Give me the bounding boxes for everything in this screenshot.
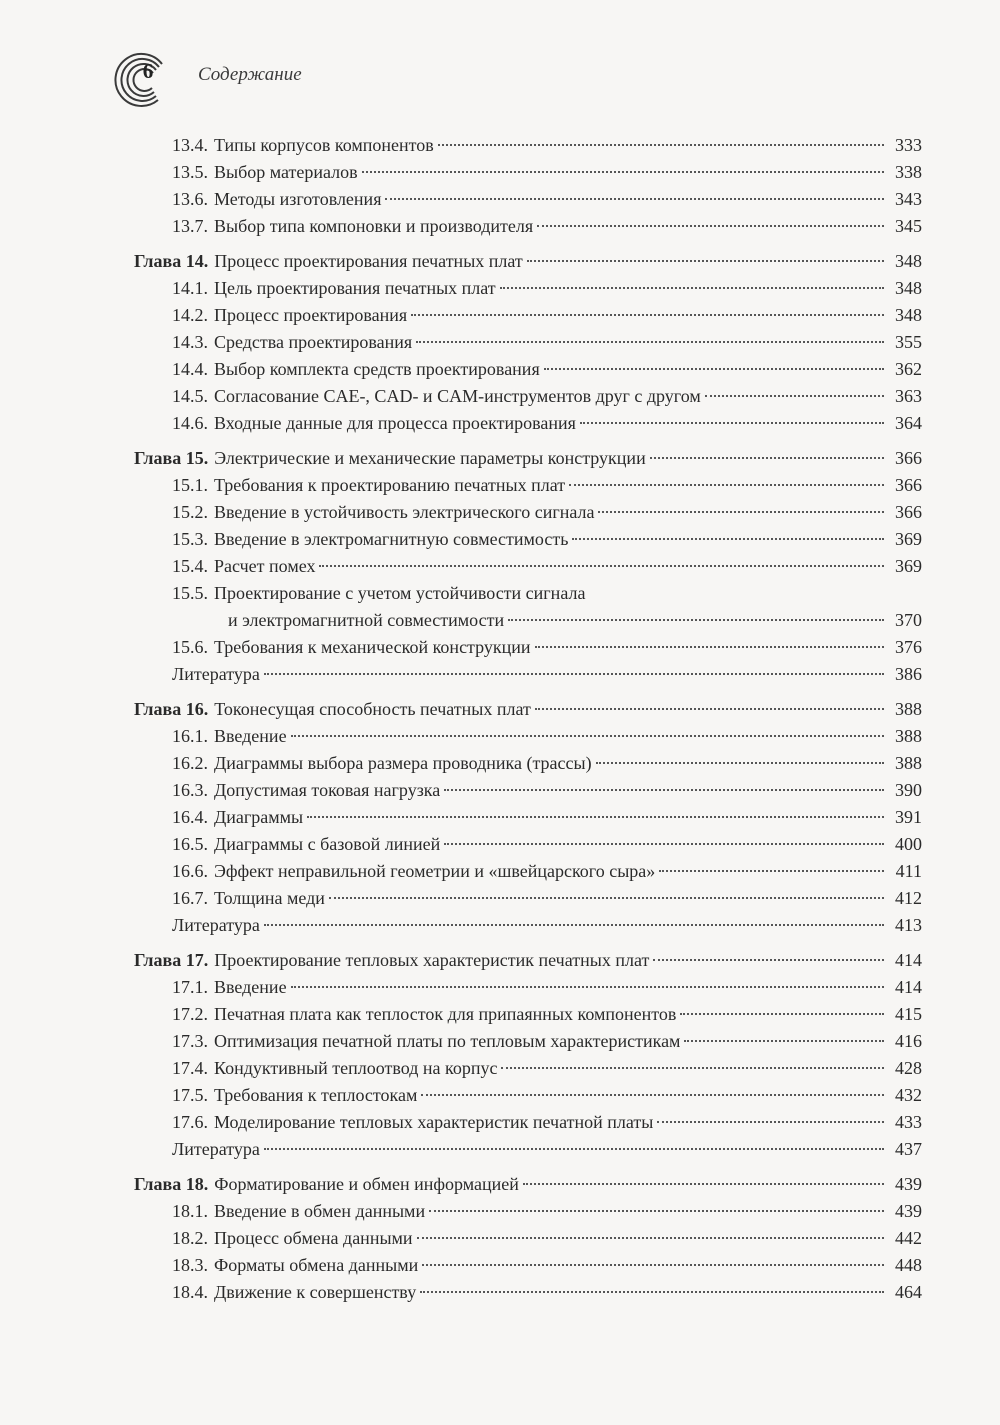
toc-entry [134,634,922,661]
entry-title: Допустимая токовая нагрузка [214,780,441,800]
section-number: 17.4. [172,1058,208,1078]
entry-title: Типы корпусов компонентов [214,135,434,155]
entry-title: Средства проектирования [214,332,413,352]
page-ref: 362 [895,359,922,379]
page-ref: 364 [895,413,922,433]
page-ref: 464 [895,1282,922,1302]
chapter-label: Глава 17. [134,950,209,970]
page-ref: 439 [895,1174,922,1194]
page-ref: 416 [895,1031,922,1051]
dot-leader [264,673,884,675]
dot-leader [596,762,884,764]
page-ref: 415 [895,1004,922,1024]
entry-title: Проектирование тепловых характеристик печатных плат [214,950,650,970]
dot-leader [650,457,884,459]
entry-label [172,213,533,240]
toc-entry [134,553,922,580]
entry-label [172,1028,680,1055]
entry-label [172,383,701,410]
entry-label [172,275,496,302]
section-number: 15.5. [172,583,208,603]
entry-title: Требования к проектированию печатных плат [214,475,566,495]
toc-entry [134,607,922,634]
entry-label [172,831,440,858]
chapter-label: Глава 14. [134,251,209,271]
entry-label [172,1109,653,1136]
entry-label [172,356,540,383]
page-ref: 388 [895,726,922,746]
entry-title: Литература [172,664,260,684]
entry-title: Диаграммы [214,807,304,827]
toc-entry [134,885,922,912]
page-ref: 428 [895,1058,922,1078]
dot-leader [429,1210,884,1212]
toc-entry [134,1225,922,1252]
chapter-label: Глава 16. [134,699,209,719]
page-ref: 388 [895,753,922,773]
entry-label [172,1001,676,1028]
entry-label [172,1082,417,1109]
toc-entry [134,329,922,356]
toc-entry [134,526,922,553]
dot-leader [291,735,884,737]
dot-leader [362,171,884,173]
entry-label [172,804,303,831]
entry-title: и электромагнитной совместимости [228,610,505,630]
entry-title: Литература [172,915,260,935]
entry-title: Выбор типа компоновки и производителя [214,216,534,236]
entry-label [172,1136,260,1163]
page-ref: 348 [895,251,922,271]
entry-title: Моделирование тепловых характеристик печатной платы [214,1112,654,1132]
dot-leader [527,260,884,262]
section-number: 17.6. [172,1112,208,1132]
entry-title: Выбор материалов [214,162,358,182]
section-number: 14.3. [172,332,208,352]
toc-entry [134,383,922,410]
section-number: 14.1. [172,278,208,298]
chapter-label: Глава 15. [134,448,209,468]
entry-title: Токонесущая способность печатных плат [214,699,531,719]
dot-leader [501,1067,884,1069]
entry-title: Введение в обмен данными [214,1201,426,1221]
section-number: 17.1. [172,977,208,997]
page-ref: 369 [895,529,922,549]
entry-label [228,607,504,634]
section-number: 15.1. [172,475,208,495]
dot-leader [416,341,884,343]
dot-leader [598,511,884,513]
entry-label [172,1055,497,1082]
page-ref: 333 [895,135,922,155]
entry-label [172,858,655,885]
page-ref: 369 [895,556,922,576]
dot-leader [659,870,884,872]
entry-label [172,329,412,356]
page-ref: 448 [895,1255,922,1275]
toc-entry [134,159,922,186]
dot-leader [580,422,884,424]
page-ref: 390 [895,780,922,800]
page-ref: 437 [895,1139,922,1159]
entry-label [172,580,585,607]
dot-leader [508,619,884,621]
dot-leader [523,1183,884,1185]
toc-entry [134,499,922,526]
entry-title: Процесс обмена данными [214,1228,413,1248]
entry-label [172,1225,413,1252]
dot-leader [500,287,884,289]
toc-entry [134,1082,922,1109]
entry-title: Согласование CAE-, CAD- и CAM-инструментов друг с другом [214,386,701,406]
page-ref: 366 [895,448,922,468]
dot-leader [307,816,884,818]
page-ref: 391 [895,807,922,827]
page-ref: 370 [895,610,922,630]
entry-title: Оптимизация печатной платы по тепловым характеристикам [214,1031,681,1051]
entry-label [172,912,260,939]
page-ref: 414 [895,950,922,970]
entry-title: Литература [172,1139,260,1159]
toc-entry [134,302,922,329]
entry-label [172,302,407,329]
entry-title: Кондуктивный теплоотвод на корпус [214,1058,498,1078]
entry-title: Диаграммы выбора размера проводника (трассы) [214,753,592,773]
section-number: 17.2. [172,1004,208,1024]
dot-leader [572,538,884,540]
entry-title: Процесс проектирования печатных плат [214,251,523,271]
section-number: 14.4. [172,359,208,379]
entry-title: Введение [214,726,287,746]
entry-title: Введение в устойчивость электрического сигнала [214,502,595,522]
entry-title: Введение [214,977,287,997]
toc-entry [134,777,922,804]
entry-label [172,159,358,186]
entry-label [172,410,576,437]
dot-leader [705,395,884,397]
entry-label [172,777,440,804]
section-number: 16.4. [172,807,208,827]
entry-label [172,1279,416,1306]
dot-leader [535,708,884,710]
section-number: 18.1. [172,1201,208,1221]
toc-entry [134,1198,922,1225]
dot-leader [680,1013,884,1015]
entry-title: Процесс проектирования [214,305,408,325]
section-number: 17.3. [172,1031,208,1051]
entry-label [172,661,260,688]
entry-label [172,553,315,580]
page-ref: 343 [895,189,922,209]
section-number: 14.5. [172,386,208,406]
toc-entry [134,213,922,240]
section-number: 14.2. [172,305,208,325]
page-ref: 355 [895,332,922,352]
section-number: 13.6. [172,189,208,209]
page-ref: 432 [895,1085,922,1105]
toc-entry [134,947,922,974]
entry-label [172,750,592,777]
toc-entry [134,1109,922,1136]
section-number: 15.4. [172,556,208,576]
toc-entry [134,912,922,939]
toc-entry [134,1252,922,1279]
page-ref: 338 [895,162,922,182]
dot-leader [421,1094,884,1096]
entry-title: Форматы обмена данными [214,1255,419,1275]
toc-entry [134,1001,922,1028]
entry-label [172,472,565,499]
entry-label [134,1171,519,1198]
page-ref: 363 [895,386,922,406]
toc-entry [134,723,922,750]
toc-entry [134,410,922,437]
entry-title: Выбор комплекта средств проектирования [214,359,540,379]
dot-leader [264,1148,884,1150]
entry-title: Требования к теплостокам [214,1085,418,1105]
dot-leader [385,198,884,200]
page-ref: 348 [895,305,922,325]
entry-label [134,248,523,275]
page-ref: 366 [895,502,922,522]
entry-title: Методы изготовления [214,189,382,209]
toc-entry [134,1136,922,1163]
entry-title: Печатная плата как теплосток для припаянных компонентов [214,1004,677,1024]
page-ref: 348 [895,278,922,298]
section-number: 17.5. [172,1085,208,1105]
page-ref: 388 [895,699,922,719]
dot-leader [420,1291,884,1293]
section-number: 16.5. [172,834,208,854]
entry-label [172,634,531,661]
page-ref: 411 [895,861,922,881]
entry-label [134,445,646,472]
toc-entry [134,1171,922,1198]
entry-label [172,132,434,159]
page-ref: 439 [895,1201,922,1221]
section-number: 16.7. [172,888,208,908]
section-number: 15.6. [172,637,208,657]
entry-title: Диаграммы с базовой линией [214,834,441,854]
toc-entry [134,275,922,302]
table-of-contents [134,132,922,1306]
toc-entry [134,804,922,831]
toc-entry [134,356,922,383]
section-number: 18.4. [172,1282,208,1302]
dot-leader [291,986,884,988]
toc-entry [134,858,922,885]
toc-entry [134,445,922,472]
toc-entry [134,132,922,159]
section-number: 18.2. [172,1228,208,1248]
entry-label [134,696,531,723]
entry-title: Электрические и механические параметры конструкции [214,448,646,468]
dot-leader [653,959,884,961]
dot-leader [417,1237,884,1239]
toc-entry [134,580,922,607]
dot-leader [544,368,884,370]
page-header [110,48,510,108]
dot-leader [535,646,884,648]
entry-label [172,499,594,526]
entry-label [134,947,649,974]
section-number: 13.7. [172,216,208,236]
section-number: 13.4. [172,135,208,155]
toc-entry [134,1028,922,1055]
entry-label [172,526,568,553]
toc-entry [134,472,922,499]
entry-title: Введение в электромагнитную совместимость [214,529,569,549]
dot-leader [537,225,884,227]
section-number: 16.6. [172,861,208,881]
dot-leader [684,1040,884,1042]
section-number: 14.6. [172,413,208,433]
dot-leader [657,1121,884,1123]
entry-label [172,186,381,213]
section-number: 16.1. [172,726,208,746]
toc-entry [134,750,922,777]
entry-label [172,1198,425,1225]
entry-label [172,974,287,1001]
dot-leader [444,789,884,791]
page-ref: 412 [895,888,922,908]
section-number: 16.3. [172,780,208,800]
dot-leader [569,484,884,486]
toc-entry [134,1055,922,1082]
entry-label [172,885,325,912]
section-number: 15.2. [172,502,208,522]
entry-label [172,1252,418,1279]
toc-entry [134,696,922,723]
dot-leader [438,144,884,146]
entry-title: Эффект неправильной геометрии и «швейцарского сыра» [214,861,656,881]
entry-title: Цель проектирования печатных плат [214,278,496,298]
toc-entry [134,661,922,688]
page-ref: 366 [895,475,922,495]
dot-leader [444,843,884,845]
page-ref: 400 [895,834,922,854]
page-ref: 442 [895,1228,922,1248]
page-ref: 433 [895,1112,922,1132]
page-ref: 413 [895,915,922,935]
dot-leader [422,1264,884,1266]
entry-title: Форматирование и обмен информацией [214,1174,519,1194]
entry-title: Толщина меди [214,888,325,908]
dot-leader [319,565,884,567]
entry-title: Движение к совершенству [214,1282,417,1302]
chapter-label: Глава 18. [134,1174,209,1194]
section-number: 18.3. [172,1255,208,1275]
toc-entry [134,1279,922,1306]
page-number: 6 [142,59,154,83]
toc-entry [134,974,922,1001]
entry-title: Проектирование с учетом устойчивости сигнала [214,583,586,603]
section-number: 16.2. [172,753,208,773]
section-number: 15.3. [172,529,208,549]
entry-title: Расчет помех [214,556,316,576]
page-ref: 414 [895,977,922,997]
dot-leader [411,314,884,316]
entry-label [172,723,287,750]
entry-title: Входные данные для процесса проектирования [214,413,576,433]
dot-leader [264,924,884,926]
dot-leader [329,897,884,899]
page-ref: 345 [895,216,922,236]
toc-entry [134,248,922,275]
page-ref: 376 [895,637,922,657]
page-ref: 386 [895,664,922,684]
toc-entry [134,186,922,213]
running-title: Содержание [198,64,302,85]
toc-entry [134,831,922,858]
section-number: 13.5. [172,162,208,182]
entry-title: Требования к механической конструкции [214,637,531,657]
